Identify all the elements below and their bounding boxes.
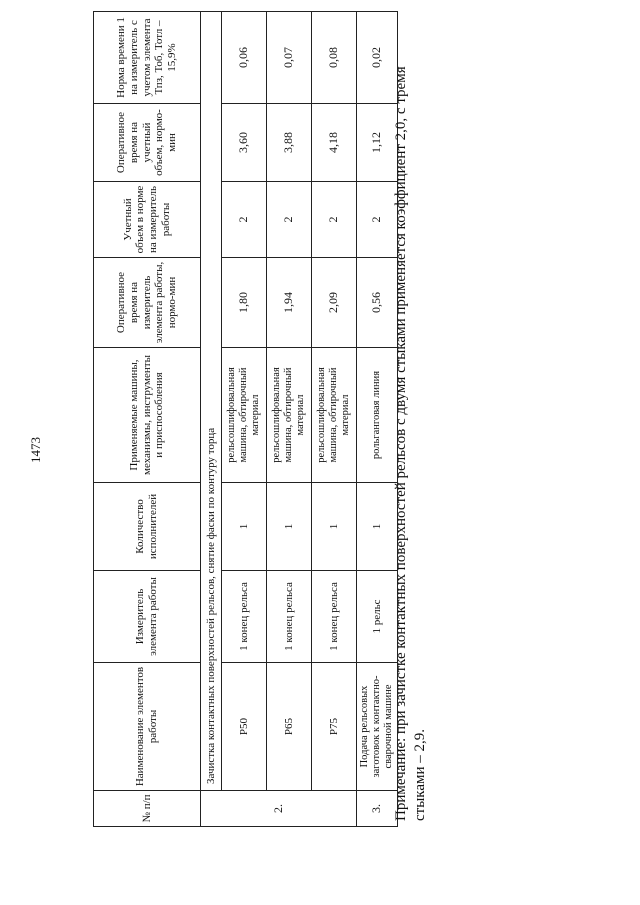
header-norm-time: Норма времени 1 на измеритель с учетом элемента Тпз, Тоб, Тотл – 15,9% [94,12,201,104]
cell-equipment: рельсошлифовальная машина, обтирочный материал [267,348,312,483]
cell-op-time-meter: 2,09 [312,258,357,348]
cell-op-time-volume: 3,60 [222,104,267,182]
page-number: 1473 [28,437,43,463]
cell-name: Р65 [267,663,312,791]
cell-equipment: рольганговая линия [357,348,398,483]
cell-name: Р75 [312,663,357,791]
table-header-row [94,12,201,827]
cell-volume: 2 [312,182,357,258]
cell-volume: 2 [222,182,267,258]
section-title: Зачистка контактных поверхностей рельсов, снятие фаски по контуру торца [201,12,222,791]
cell-norm-time: 0,07 [267,12,312,104]
cell-norm-time: 0,06 [222,12,267,104]
footnote: Примечание: при зачистке контактных поверхностей рельсов с двумя стыками применяется коэффициент 2,0, с тремя стыками – 2,9. [393,66,428,821]
row-number-3: 3. [357,791,398,827]
header-workers: Количество исполнителей [94,483,201,571]
row-number-2: 2. [201,791,357,827]
cell-workers: 1 [357,483,398,571]
cell-op-time-volume: 4,18 [312,104,357,182]
cell-norm-time: 0,02 [357,12,398,104]
cell-volume: 2 [267,182,312,258]
cell-op-time-meter: 1,94 [267,258,312,348]
cell-norm-time: 0,08 [312,12,357,104]
table-row [222,12,267,827]
cell-workers: 1 [267,483,312,571]
cell-op-time-volume: 1,12 [357,104,398,182]
cell-workers: 1 [222,483,267,571]
cell-meter: 1 конец рельса [267,571,312,663]
header-equipment: Применяемые машины, механизмы, инструменты и приспособления [94,348,201,483]
table-row [267,12,312,827]
cell-name: Подача рельсовых заготовок к контактно-сварочной машине [357,663,398,791]
cell-meter: 1 конец рельса [312,571,357,663]
norm-table [93,11,398,827]
header-op-time-meter: Оперативное время на измеритель элемента работы, нормо-мин [94,258,201,348]
cell-meter: 1 рельс [357,571,398,663]
cell-op-time-volume: 3,88 [267,104,312,182]
cell-volume: 2 [357,182,398,258]
header-num: № п/п [94,791,201,827]
header-name: Наименование элементов работы [94,663,201,791]
cell-name: Р50 [222,663,267,791]
header-meter: Измеритель элемента работы [94,571,201,663]
cell-meter: 1 конец рельса [222,571,267,663]
cell-workers: 1 [312,483,357,571]
header-volume: Учетный объем в норме на измеритель работы [94,182,201,258]
table-row [312,12,357,827]
cell-equipment: рельсошлифовальная машина, обтирочный материал [312,348,357,483]
section-title-row [201,12,222,827]
cell-op-time-meter: 0,56 [357,258,398,348]
header-op-time-volume: Оперативное время на учетный объем, нормо-мин [94,104,201,182]
cell-op-time-meter: 1,80 [222,258,267,348]
cell-equipment: рельсошлифовальная машина, обтирочный материал [222,348,267,483]
